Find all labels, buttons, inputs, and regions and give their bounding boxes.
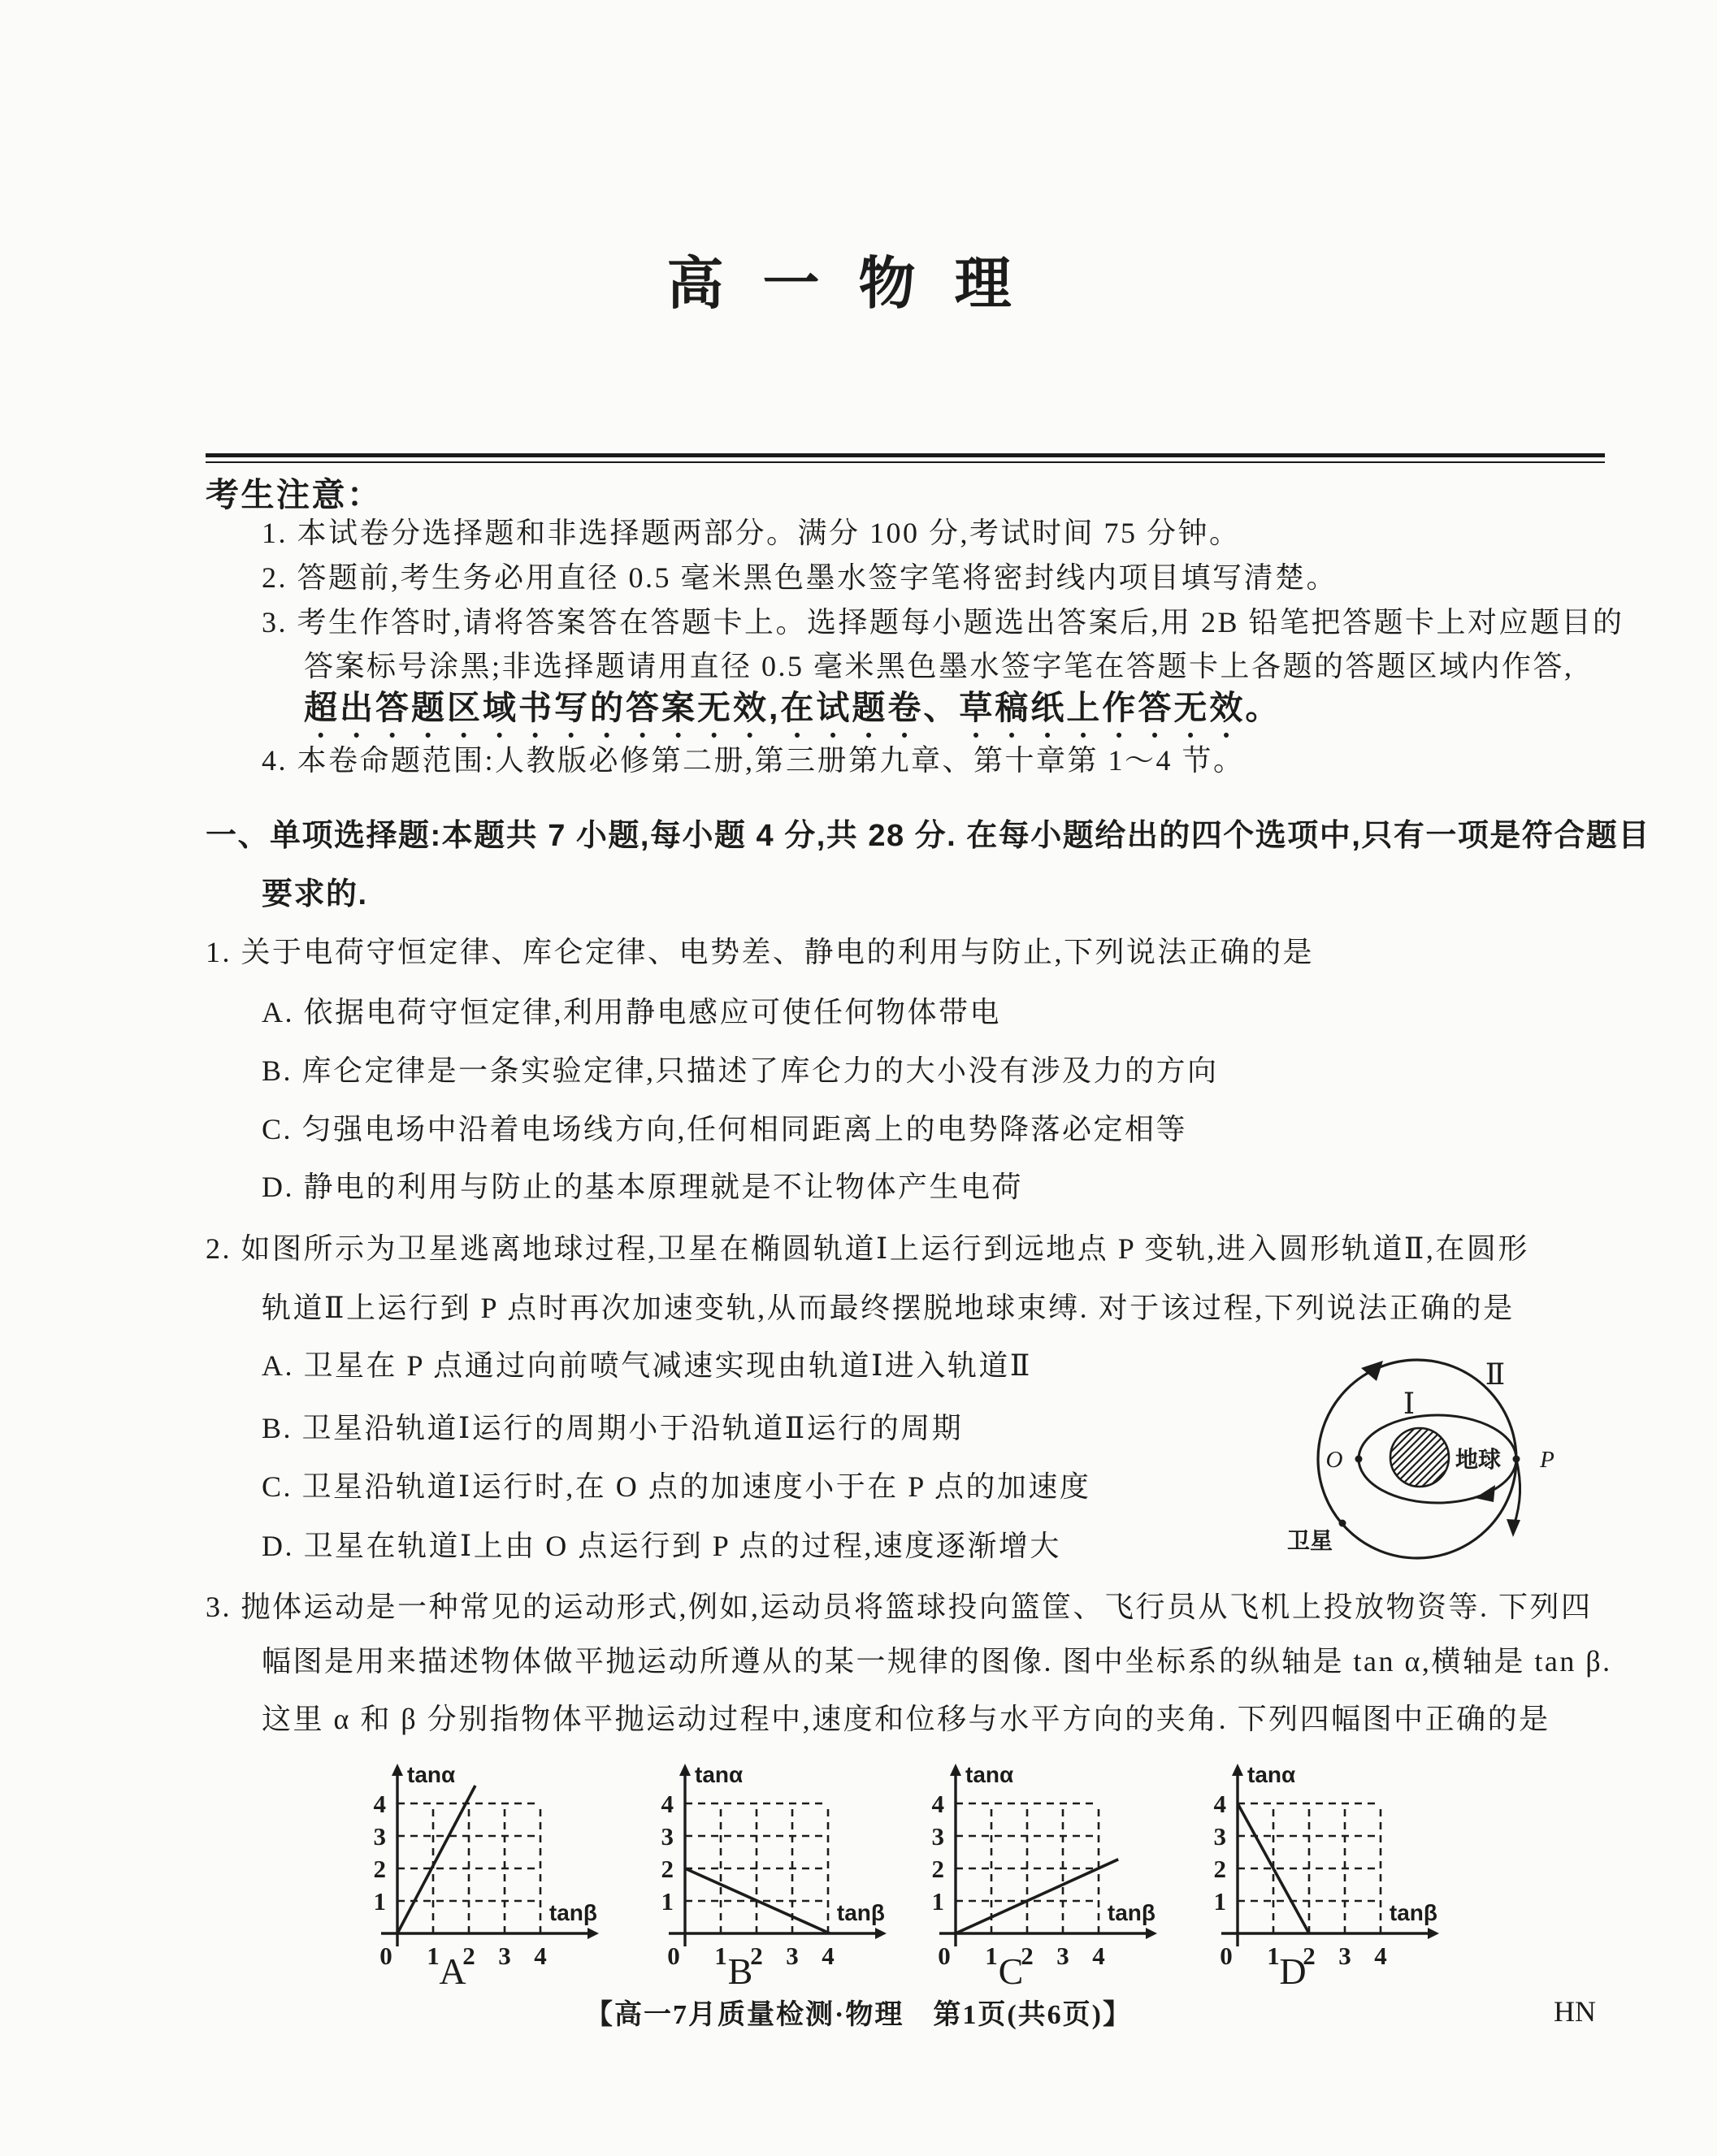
x-axis-label: tanβ (836, 1900, 885, 1925)
y-tick-label: 1 (931, 1887, 944, 1916)
point-o-dot (1355, 1456, 1363, 1463)
x-axis-arrow (1428, 1928, 1439, 1939)
graph-option-letter: B (727, 1950, 753, 1992)
notice-item-1: 1. 本试卷分选择题和非选择题两部分。满分 100 分,考试时间 75 分钟。 (262, 517, 1241, 549)
q2-option-a: A. 卫星在 P 点通过向前喷气减速实现由轨道Ⅰ进入轨道Ⅱ (262, 1349, 1032, 1382)
x-tick-label: 1 (1267, 1942, 1280, 1970)
q3-stem-line2: 幅图是用来描述物体做平抛运动所遵从的某一规律的图像. 图中坐标系的纵轴是 tan α,横轴是 tan β. (262, 1645, 1612, 1678)
x-tick-label: 0 (1220, 1942, 1233, 1970)
point-p-label: P (1540, 1447, 1554, 1473)
footer-page-info: 【高一7月质量检测·物理 第1页(共6页)】 (585, 2000, 1132, 2030)
x-axis-arrow (588, 1928, 599, 1939)
page-title: 高一物理 (666, 253, 1051, 316)
graph-d (1197, 1747, 1465, 2000)
footer-code: HN (1554, 1995, 1596, 2028)
graph-c (915, 1747, 1183, 2000)
q2-stem-line2: 轨道Ⅱ上运行到 P 点时再次加速变轨,从而最终摆脱地球束缚. 对于该过程,下列说法正确的是 (262, 1292, 1515, 1324)
x-tick-label: 0 (667, 1942, 680, 1970)
x-tick-label: 1 (714, 1942, 727, 1970)
section-header-line2: 要求的. (262, 877, 368, 911)
x-tick-label: 3 (1056, 1942, 1069, 1970)
x-axis-arrow (875, 1928, 887, 1939)
y-tick-label: 3 (373, 1822, 386, 1851)
earth-circle (1390, 1428, 1449, 1487)
x-tick-label: 1 (985, 1942, 998, 1970)
y-axis-label: tanα (965, 1762, 1014, 1787)
y-axis-arrow (1232, 1764, 1243, 1776)
y-tick-label: 4 (373, 1790, 386, 1818)
y-axis-arrow (679, 1764, 691, 1776)
x-tick-label: 4 (1374, 1942, 1387, 1970)
y-tick-label: 1 (661, 1887, 674, 1916)
x-tick-label: 4 (822, 1942, 835, 1970)
orbit-ii-label: Ⅱ (1485, 1358, 1506, 1391)
graph-option-letter: C (998, 1950, 1024, 1992)
y-tick-label: 2 (661, 1855, 674, 1883)
q1-stem: 1. 关于电荷守恒定律、库仑定律、电势差、静电的利用与防止,下列说法正确的是 (206, 936, 1315, 968)
q3-stem-line3: 这里 α 和 β 分别指物体平抛运动过程中,速度和位移与水平方向的夹角. 下列四幅图中正确的是 (262, 1703, 1550, 1735)
horizontal-rule (206, 453, 1605, 463)
y-tick-label: 4 (661, 1790, 674, 1818)
y-tick-label: 2 (373, 1855, 386, 1883)
q2-option-c: C. 卫星沿轨道Ⅰ运行时,在 O 点的加速度小于在 P 点的加速度 (262, 1470, 1091, 1503)
x-tick-label: 4 (1092, 1942, 1105, 1970)
q1-option-b: B. 库仑定律是一条实验定律,只描述了库仑力的大小没有涉及力的方向 (262, 1054, 1219, 1087)
earth-label: 地球 (1455, 1448, 1502, 1473)
notice-item-3-line2: 答案标号涂黑;非选择题请用直径 0.5 毫米黑色墨水签字笔在答题卡上各题的答题区域内作答, (304, 650, 1574, 682)
q2-stem-line1: 2. 如图所示为卫星逃离地球过程,卫星在椭圆轨道Ⅰ上运行到远地点 P 变轨,进入圆形轨道Ⅱ,在圆形 (206, 1232, 1529, 1265)
x-tick-label: 0 (938, 1942, 951, 1970)
x-tick-label: 4 (534, 1942, 547, 1970)
x-axis-label: tanβ (1389, 1900, 1437, 1925)
y-axis-arrow (392, 1764, 403, 1776)
orbit-i-label: Ⅰ (1403, 1388, 1416, 1420)
q1-option-a: A. 依据电荷守恒定律,利用静电感应可使任何物体带电 (262, 996, 1001, 1028)
x-tick-label: 0 (379, 1942, 392, 1970)
y-tick-label: 3 (1213, 1822, 1226, 1851)
y-axis-label: tanα (407, 1762, 456, 1787)
data-line (397, 1786, 475, 1933)
y-tick-label: 1 (373, 1887, 386, 1916)
x-axis-label: tanβ (548, 1900, 597, 1925)
point-o-label: O (1325, 1447, 1343, 1473)
x-tick-label: 2 (462, 1942, 475, 1970)
y-tick-label: 2 (1213, 1855, 1226, 1883)
q2-option-d: D. 卫星在轨道Ⅰ上由 O 点运行到 P 点的过程,速度逐渐增大 (262, 1530, 1061, 1562)
x-tick-label: 1 (427, 1942, 440, 1970)
y-axis-arrow (950, 1764, 961, 1776)
graph-option-letter: A (439, 1950, 466, 1992)
graph-a (357, 1747, 625, 2000)
orbit-diagram (1277, 1339, 1635, 1592)
q1-option-d: D. 静电的利用与防止的基本原理就是不让物体产生电荷 (262, 1171, 1023, 1203)
q3-stem-line1: 3. 抛体运动是一种常见的运动形式,例如,运动员将篮球投向篮筐、飞行员从飞机上投放物资等. 下列四 (206, 1591, 1593, 1623)
escape-arrow (1507, 1519, 1520, 1537)
y-tick-label: 4 (931, 1790, 944, 1818)
notice-item-3-line1: 3. 考生作答时,请将答案答在答题卡上。选择题每小题选出答案后,用 2B 铅笔把答题卡上对应题目的 (262, 606, 1624, 639)
x-tick-label: 3 (786, 1942, 799, 1970)
satellite-label: 卫星 (1286, 1529, 1333, 1554)
x-tick-label: 2 (750, 1942, 763, 1970)
orbit-i-direction-arrow (1475, 1485, 1495, 1502)
x-tick-label: 2 (1303, 1942, 1316, 1970)
x-tick-label: 3 (498, 1942, 511, 1970)
notice-heading: 考生注意： (206, 476, 383, 513)
y-tick-label: 2 (931, 1855, 944, 1883)
graph-b (644, 1747, 913, 2000)
section-header-line1: 一、单项选择题:本题共 7 小题,每小题 4 分,共 28 分. 在每小题给出的四个选项中,只有一项是符合题目 (206, 819, 1650, 853)
point-p-dot (1513, 1456, 1520, 1463)
x-tick-label: 3 (1338, 1942, 1351, 1970)
y-tick-label: 3 (661, 1822, 674, 1851)
y-axis-label: tanα (695, 1762, 744, 1787)
x-axis-arrow (1146, 1928, 1157, 1939)
notice-item-3-emphasis: 超出答题区域书写的答案无效,在试题卷、草稿纸上作答无效。 (304, 689, 1281, 726)
y-tick-label: 4 (1213, 1790, 1226, 1818)
q2-option-b: B. 卫星沿轨道Ⅰ运行的周期小于沿轨道Ⅱ运行的周期 (262, 1412, 964, 1444)
graph-option-letter: D (1279, 1950, 1307, 1992)
notice-item-2: 2. 答题前,考生务必用直径 0.5 毫米黑色墨水签字笔将密封线内项目填写清楚。 (262, 561, 1338, 594)
y-axis-label: tanα (1247, 1762, 1296, 1787)
x-tick-label: 2 (1021, 1942, 1034, 1970)
notice-item-4: 4. 本卷命题范围:人教版必修第二册,第三册第九章、第十章第 1～4 节。 (262, 744, 1245, 777)
orbit-ii-direction-arrow (1361, 1361, 1383, 1381)
x-axis-label: tanβ (1107, 1900, 1156, 1925)
satellite-dot (1339, 1520, 1346, 1527)
data-line (956, 1859, 1118, 1933)
y-tick-label: 1 (1213, 1887, 1226, 1916)
q1-option-c: C. 匀强电场中沿着电场线方向,任何相同距离上的电势降落必定相等 (262, 1113, 1188, 1145)
y-tick-label: 3 (931, 1822, 944, 1851)
